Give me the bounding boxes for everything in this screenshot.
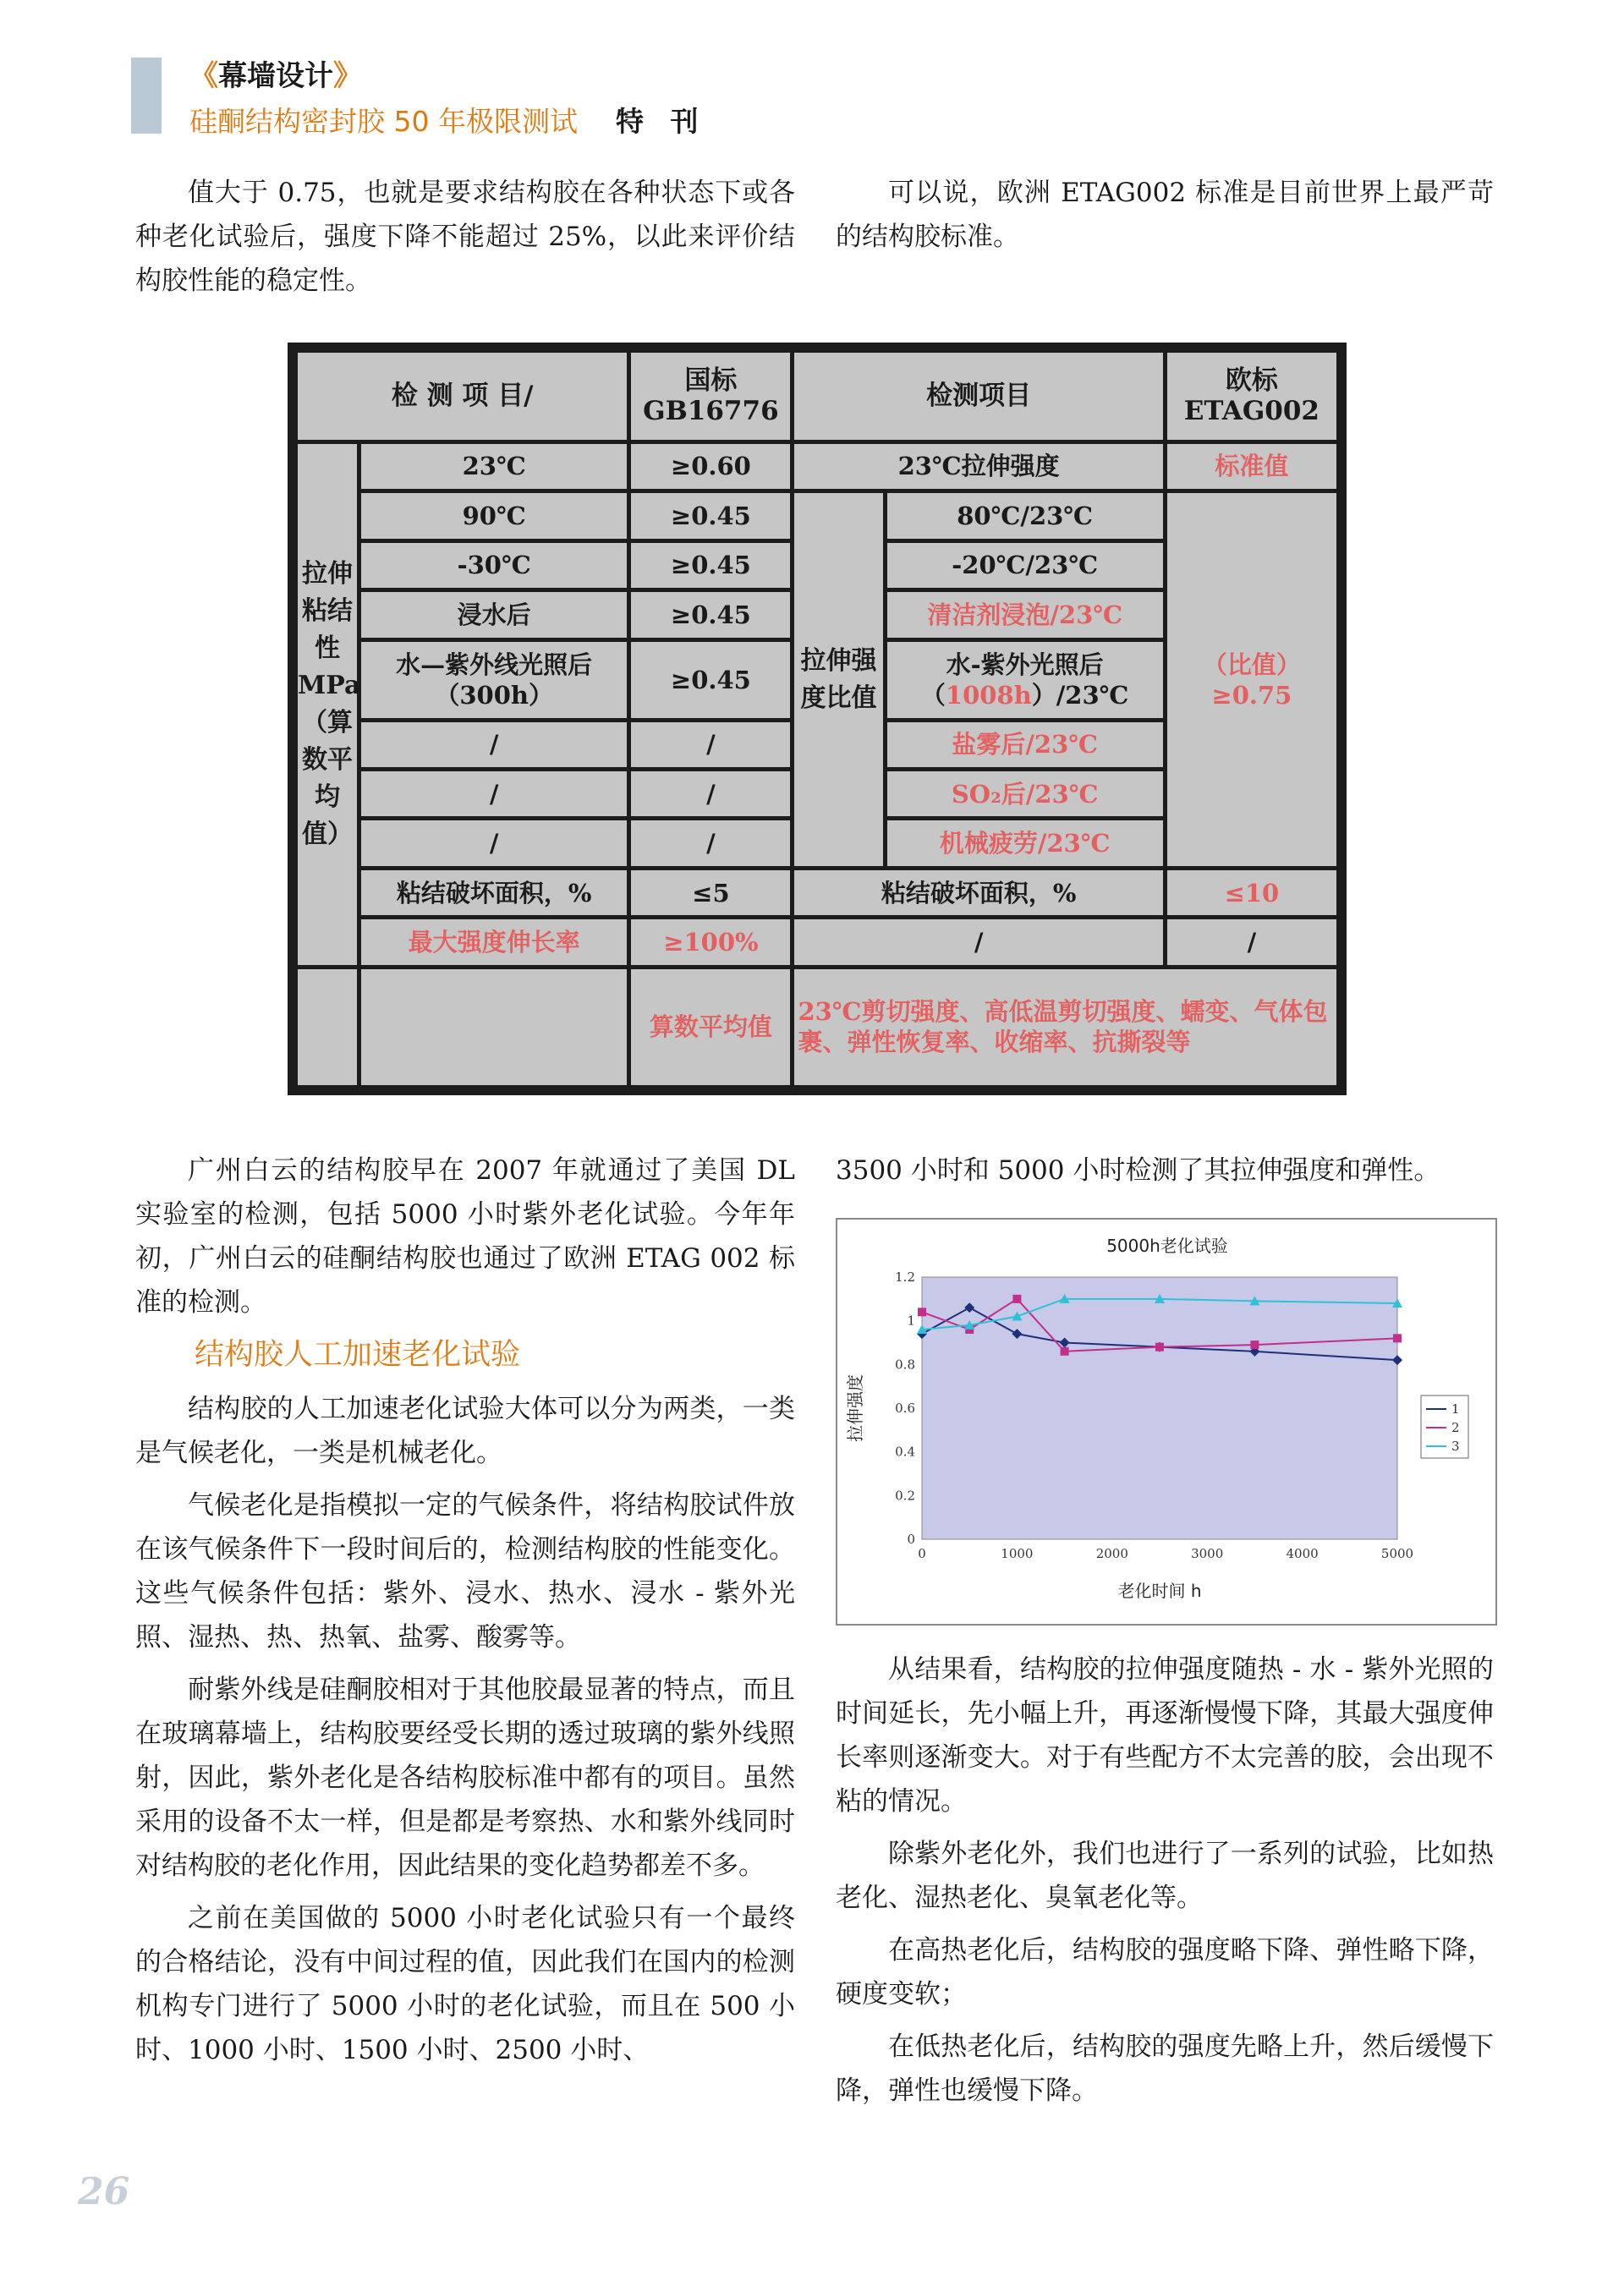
- table-cell-empty: [361, 969, 627, 1085]
- header-item-left: 检 测 项 目/: [298, 353, 627, 440]
- chart-title: 5000h老化试验: [1106, 1236, 1228, 1256]
- top-left-column: [135, 171, 795, 311]
- table-cell: [887, 642, 1163, 718]
- data-point: [1061, 1347, 1069, 1356]
- paragraph: 从结果看，结构胶的拉伸强度随热 - 水 - 紫外光照的时间延长，先小幅上升，再逐渐慢慢下降，其最大强度伸长率则逐渐变大。对于有些配方不太完善的胶，会出现不粘的情况。: [836, 1654, 1494, 1817]
- table-cell: -30℃: [361, 543, 627, 588]
- page-number: 26: [78, 2170, 130, 2213]
- table-cell: 清洁剂浸泡/23℃: [887, 592, 1163, 637]
- title-bracket-open: 《: [189, 59, 218, 93]
- table-cell: /: [631, 771, 790, 816]
- header-accent-bar: [131, 58, 162, 134]
- table-cell: 23℃剪切强度、高低温剪切强度、蠕变、气体包裹、弹性恢复率、收缩率、抗撕裂等: [794, 969, 1336, 1085]
- y-axis-label: 拉伸强度: [845, 1374, 865, 1442]
- y-tick-label: 0: [907, 1532, 915, 1547]
- plot-area: [922, 1277, 1397, 1539]
- header-item-right: 检测项目: [794, 353, 1162, 440]
- table-cell: 23℃拉伸强度: [794, 444, 1162, 489]
- y-tick-label: 0.4: [895, 1444, 915, 1460]
- right-column-top: [836, 1149, 1494, 1201]
- table-cell: 23℃: [361, 444, 627, 489]
- paragraph: 广州白云的结构胶早在 2007 年就通过了美国 DL 实验室的检测，包括 5000 小时紫外老化试验。今年年初，广州白云的硅酮结构胶也通过了欧洲 ETAG 002 标准的检测。: [135, 1155, 795, 1318]
- paragraph: 之前在美国做的 5000 小时老化试验只有一个最终的合格结论，没有中间过程的值，因此我们在国内的检测机构专门进行了 5000 小时的老化试验，而且在 500 小时、1000 小时、1500 小时、2500 小时、: [135, 1903, 795, 2065]
- y-tick-label: 0.6: [895, 1401, 915, 1416]
- table-cell: ≥0.45: [631, 493, 790, 538]
- x-tick-label: 5000: [1380, 1546, 1414, 1561]
- data-point: [1155, 1343, 1164, 1352]
- header-gb-standard: 国标 GB16776: [631, 353, 790, 440]
- aging-test-chart: [836, 1218, 1497, 1626]
- right-column: [836, 1648, 1494, 2121]
- table-cell: /: [794, 919, 1162, 964]
- table-cell: 水—紫外线光照后（300h）: [361, 642, 627, 718]
- cell-text-highlight: 1008h: [945, 680, 1032, 710]
- cell-text: 水-紫外光照后（: [920, 650, 1104, 710]
- table-cell: ≤10: [1167, 870, 1336, 915]
- right-group-label: 拉伸强度比值: [794, 493, 882, 866]
- table-cell: /: [361, 771, 627, 816]
- chart-svg: [837, 1220, 1495, 1624]
- table-cell: 80℃/23℃: [887, 493, 1163, 538]
- x-tick-label: 3000: [1191, 1546, 1224, 1561]
- table-cell: 标准值: [1167, 444, 1336, 489]
- x-tick-label: 4000: [1286, 1546, 1319, 1561]
- y-tick-label: 0.8: [895, 1357, 915, 1373]
- data-point: [1012, 1295, 1021, 1303]
- section-heading: 结构胶人工加速老化试验: [195, 1338, 521, 1372]
- table-cell: 盐雾后/23℃: [887, 722, 1163, 767]
- left-column: [135, 1149, 795, 2081]
- paragraph: 耐紫外线是硅酮胶相对于其他胶最显著的特点，而且在玻璃幕墙上，结构胶要经受长期的透过玻璃的紫外线照射，因此，紫外老化是各结构胶标准中都有的项目。虽然采用的设备不太一样，但是都是考察热、水和紫外线同时对结构胶的老化作用，因此结果的变化趋势都差不多。: [135, 1675, 795, 1881]
- table-cell: 最大强度伸长率: [361, 919, 627, 964]
- table-cell: 算数平均值: [631, 969, 790, 1085]
- table-cell: /: [631, 722, 790, 767]
- table-cell: ≥0.45: [631, 592, 790, 637]
- table-cell: 粘结破坏面积，%: [361, 870, 627, 915]
- paragraph: 结构胶的人工加速老化试验大体可以分为两类，一类是气候老化，一类是机械老化。: [135, 1394, 795, 1468]
- data-point: [918, 1308, 926, 1316]
- paragraph: 值大于 0.75，也就是要求结构胶在各种状态下或各种老化试验后，强度下降不能超过 25%，以此来评价结构胶性能的稳定性。: [135, 178, 795, 296]
- table-cell: -20℃/23℃: [887, 543, 1163, 588]
- y-tick-label: 1.2: [895, 1269, 915, 1285]
- table-cell: ≥0.60: [631, 444, 790, 489]
- magazine-name: 幕墙设计: [218, 59, 333, 93]
- legend-label: 1: [1451, 1401, 1460, 1417]
- table-cell: /: [361, 820, 627, 865]
- table-cell: 粘结破坏面积，%: [794, 870, 1162, 915]
- etag-ratio-cell: （比值）≥0.75: [1167, 493, 1336, 866]
- standards-comparison-table: [288, 343, 1347, 1095]
- paragraph: 除紫外老化外，我们也进行了一系列的试验，比如热老化、湿热老化、臭氧老化等。: [836, 1839, 1494, 1913]
- data-point: [1250, 1341, 1259, 1349]
- title-bracket-close: 》: [333, 59, 362, 93]
- header-etag-standard: 欧标 ETAG002: [1167, 353, 1336, 440]
- legend-label: 3: [1451, 1439, 1460, 1454]
- top-right-column: [836, 171, 1494, 267]
- table-cell: 90℃: [361, 493, 627, 538]
- table-cell: 机械疲劳/23℃: [887, 820, 1163, 865]
- table-cell: SO₂后/23℃: [887, 771, 1163, 816]
- x-axis-label: 老化时间 h: [1117, 1581, 1202, 1601]
- magazine-title: [189, 52, 362, 94]
- paragraph: 可以说，欧洲 ETAG002 标准是目前世界上最严苛的结构胶标准。: [836, 178, 1494, 252]
- data-point: [1393, 1334, 1402, 1342]
- table-cell: ≤5: [631, 870, 790, 915]
- x-tick-label: 1000: [1001, 1546, 1034, 1561]
- paragraph: 气候老化是指模拟一定的气候条件，将结构胶试件放在该气候条件下一段时间后的，检测结构胶的性能变化。这些气候条件包括：紫外、浸水、热水、浸水 - 紫外光照、湿热、热、热氧、盐雾、酸雾等。: [135, 1490, 795, 1653]
- special-issue-label: 特 刊: [616, 105, 707, 138]
- paragraph: 在高热老化后，结构胶的强度略下降、弹性略下降，硬度变软；: [836, 1935, 1494, 2010]
- table-cell: /: [361, 722, 627, 767]
- paragraph: 3500 小时和 5000 小时检测了其拉伸强度和弹性。: [836, 1155, 1440, 1186]
- issue-subtitle: 硅酮结构密封胶 50 年极限测试: [189, 105, 578, 138]
- paragraph: 在低热老化后，结构胶的强度先略上升，然后缓慢下降，弹性也缓慢下降。: [836, 2032, 1494, 2106]
- y-tick-label: 0.2: [895, 1488, 915, 1504]
- x-tick-label: 2000: [1095, 1546, 1128, 1561]
- table-cell: ≥0.45: [631, 543, 790, 588]
- table-cell: ≥100%: [631, 919, 790, 964]
- table-cell: /: [631, 820, 790, 865]
- table-cell: 浸水后: [361, 592, 627, 637]
- y-tick-label: 1: [907, 1313, 915, 1329]
- table-cell: ≥0.45: [631, 642, 790, 718]
- x-tick-label: 0: [918, 1546, 926, 1561]
- legend-label: 2: [1451, 1420, 1460, 1435]
- left-group-label: 拉伸粘结性MPa（算数平均值）: [298, 444, 357, 965]
- table-cell-empty: [298, 969, 357, 1085]
- table-cell: /: [1167, 919, 1336, 964]
- cell-text: ）/23℃: [1031, 680, 1129, 710]
